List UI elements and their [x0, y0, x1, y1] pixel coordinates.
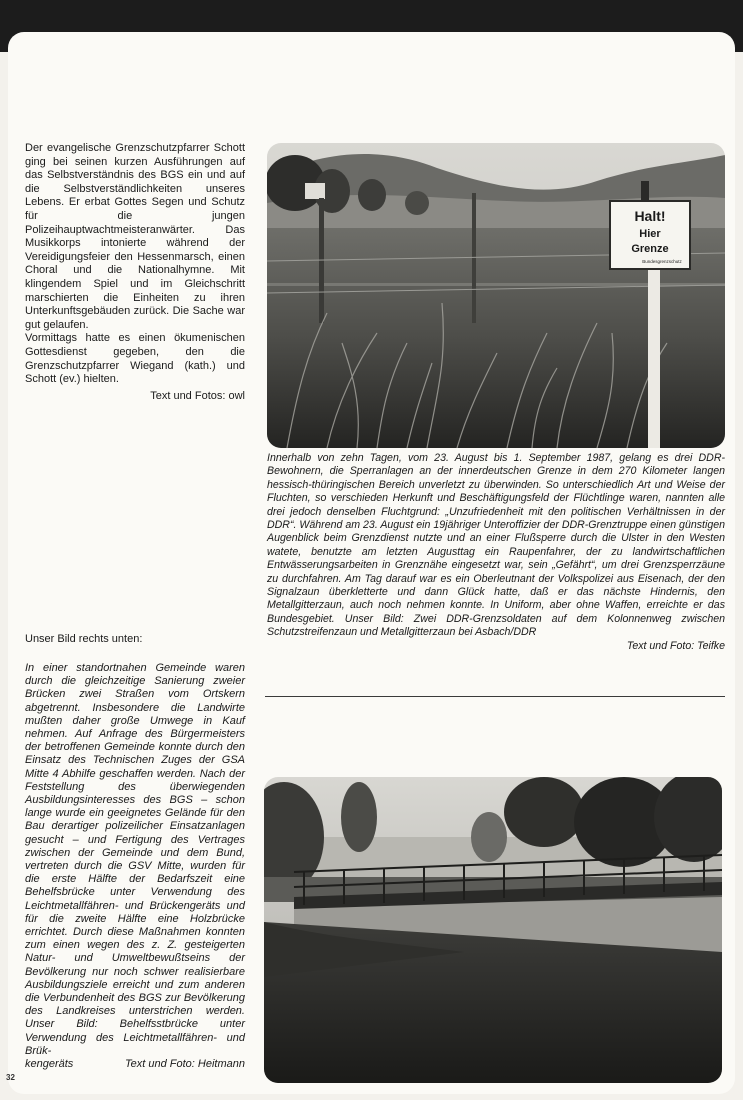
photo-border-sign: [267, 143, 725, 448]
bridge-article-text: In einer standortnahen Gemeinde waren durch die gleichzeitige Sanierung zweier Brücken zwei Straßen vom Ortskern abgetrennt. Insbesondere die Landwirte mußten daher große Umwege in Kauf nehmen. Auf Anfrage des Bürgermeisters der betroffenen Gemeinde konnte durch den Einsatz des Technischen Zuges der GSA Mitte 4 Abhilfe geschaffen werden. Nach der Feststellung des überwiegenden Ausbildungsinteresses des BGS – schon lange wurde ein geeignetes Gelände für den Bau derartiger polizeilicher Einsatzanlagen gesucht – und Fertigung des Vertrages zwischen der Gemeinde und dem Bund, vertreten durch die GSV Mitte, wurden für die erste Hälfte der Bedarfszeit eine Behelfsbrücke unter Verwendung des Leichtmetallfähren- und Brückengeräts und für die zweite Hälfte eine Holzbrücke errichtet. Durch diese Maßnahmen konnten zum einen wegen des z. Z. gesteigerten Natur- und Umweltbewußtseins der Bevölkerung nur noch schwer realisierbare Ausbildungsziele erreicht und zum anderen die Verbundenheit des BGS zur Bevölkerung des Landkreises unterstrichen werden. Unser Bild: Behelfsstbrücke unter Verwendung des Leichtmetallfähren- und Brük-: [25, 662, 245, 1057]
photo-caption-top: [267, 452, 725, 653]
bridge-article-last-line: [25, 1058, 245, 1071]
section-divider: [265, 696, 725, 697]
photo-credit-teifke: Text und Foto: Teifke: [626, 639, 725, 652]
article-paragraph-2: Vormittags hatte es einen ökumenischen Gottesdienst gegeben, den die Grenzschutzpfarrer Wiegand (kath.) und Schott (ev.) hielten.: [25, 332, 245, 386]
photo-temporary-bridge: [264, 777, 722, 1083]
caption-text: Innerhalb von zehn Tagen, vom 23. August bis 1. September 1987, gelang es drei DDR-Bewohnern, die Sperranlagen an der innerdeutschen Grenze in dem 270 Kilometer langen hessisch-thüringischen Bereich unverletzt zu überwinden. So unterschiedlich Art und Weise der Fluchten, so verschieden Herkunft und Beschäftigungsfeld der Flüchtlinge waren, nannten alle drei jedoch denselben Fluchtgrund: „Unzufriedenheit mit den politischen Verhältnissen in der DDR“. Während am 23. August ein 19jähriger Unteroffizier der DDR-Grenztruppe einen günstigen Augenblick beim Grenzdienst nutzte und an einer Flußsperre durch die Ulster in den Westen watete, benutzte am letzten Augusttag ein Raupenfahrer, der zu landwirtschaftlichen Entwässerungsarbeiten in Grenznähe eingesetzt war, sein „Gefährt“, um drei Grenzsperrzäune zu durchfahren. Am Tag darauf war es ein Oberleutnant der Volkspolizei aus Eisenach, der den Signalzaun überkletterte und dann Glück hatte, daß er das nächste Hindernis, den Metallgitterzaun, auch noch nehmen konnte. In Uniform, aber ohne Waffen, erreichte er das Bundesgebiet. Unser Bild: Zwei DDR-Grenzsoldaten auf dem Kolonnenweg zwischen Schutzstreifenzaun und Metallgitterzaun bei Asbach/DDR: [267, 452, 725, 639]
bridge-article-tail: kengeräts: [25, 1058, 74, 1071]
sign-text-hier: Hier: [639, 228, 661, 240]
sign-text-bgs: Bundesgrenzschutz: [642, 259, 682, 264]
article-text-bottom: [25, 662, 245, 1071]
sign-text-grenze: Grenze: [631, 243, 669, 255]
article-paragraph-1: Der evangelische Grenzschutzpfarrer Schott ging bei seinen kurzen Ausführungen auf das Selbstverständnis des BGS ein und auf die Selbstverständlichkeiten unseres Lebens. Er erbat Gottes Segen und Schutz für die jungen Polizeihauptwachtmeisteranwärter. Das Musikkorps intonierte während der Vereidigungsfeier den Hessenmarsch, einen Choral und die Nationalhymne. Mit klingendem Spiel und im Gleichschritt marschierten die Einheiten zu ihren Unterkunftsgebäuden zurück. Die Sache war gut gelaufen.: [25, 142, 245, 331]
page-number: 32: [6, 1073, 15, 1082]
sign-text-halt: Halt!: [634, 208, 666, 224]
photo-credit-owl: Text und Fotos: owl: [150, 389, 245, 402]
section-heading: Unser Bild rechts unten:: [25, 633, 143, 645]
article-text-top: [25, 142, 245, 403]
photo-credit-heitmann: Text und Foto: Heitmann: [124, 1058, 245, 1071]
